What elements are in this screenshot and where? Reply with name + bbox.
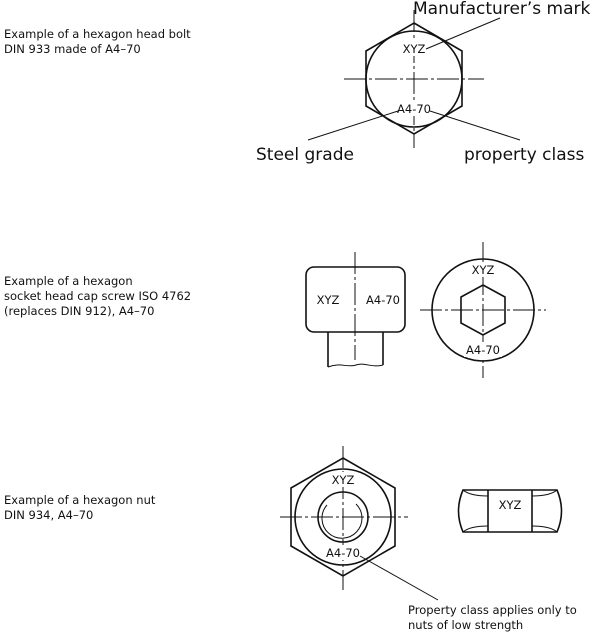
callout-property-class: property class [464,145,585,165]
leader-property-class [430,111,520,140]
nut-manufacturer-mark: XYZ [331,473,355,487]
note-line-1: Property class applies only to [408,603,577,617]
steel-grade-text: A4-70 [397,102,431,116]
caption-line: Example of a hexagon [4,274,133,288]
screw-break-line [328,364,383,367]
socket-cap-screw-top-view [420,242,546,378]
side-steel-grade: A4-70 [366,293,400,307]
top-manufacturer-mark: XYZ [471,263,495,277]
hex-head-bolt-drawing [256,0,591,165]
nut-steel-grade: A4-70 [326,546,360,560]
top-steel-grade: A4-70 [466,343,500,357]
leader-note [360,556,438,600]
hex-nut-top-view [280,446,438,600]
caption-line: Example of a hexagon nut [4,493,156,507]
callout-steel-grade: Steel grade [256,145,354,165]
leader-steel-grade [308,111,398,140]
manufacturer-mark-text: XYZ [402,42,426,56]
callout-manufacturers-mark: Manufacturer’s mark [413,0,591,19]
caption-line: (replaces DIN 912), A4–70 [4,304,155,318]
nut-thread-arc [322,504,362,538]
caption-line: DIN 933 made of A4–70 [4,42,141,56]
leader-manufacturer [426,18,500,49]
caption-line: DIN 934, A4–70 [4,508,94,522]
nut-side-manufacturer-mark: XYZ [498,498,522,512]
caption-line: socket head cap screw ISO 4762 [4,289,192,303]
note-line-2: nuts of low strength [408,618,524,632]
caption-line: Example of a hexagon head bolt [4,27,191,41]
socket-cap-screw-side-view [306,252,405,367]
side-manufacturer-mark: XYZ [316,293,340,307]
hex-nut-side-view [459,490,562,532]
